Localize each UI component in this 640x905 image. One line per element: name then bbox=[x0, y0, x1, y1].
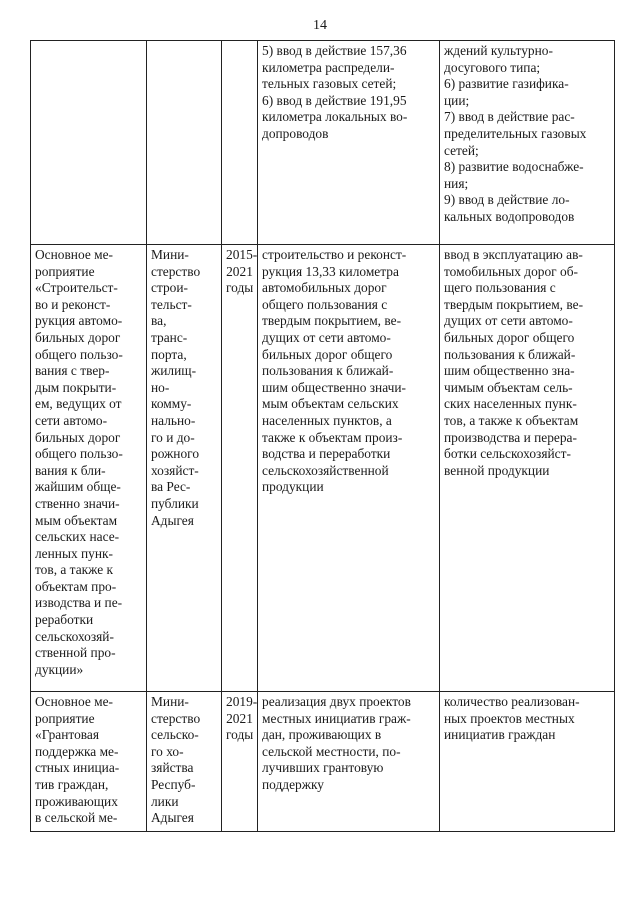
activity-cell bbox=[31, 692, 147, 832]
expected-result-text: строительство и реконст- рукция 13,33 километра автомобильных дорог общего пользования с твердым покрытием, ве- дущих от сети автомо- бильных дорог общего пользования к ближай- шим общественно значи- мым объектам сельских населенных пунктов, а также к объектам произ- водства и переработки сельскохозяйственной продукции bbox=[262, 247, 407, 495]
page-number: 14 bbox=[313, 18, 327, 33]
activity-cell bbox=[31, 41, 147, 245]
expected-result-cell bbox=[258, 41, 440, 245]
table-row bbox=[31, 41, 615, 245]
executor-text: Мини- стерство строи- тельст- ва, транс- порта, жилищ- но- комму- нально- го и до- рожного хозяйст- ва Рес- публики Адыгея bbox=[151, 247, 201, 528]
table-row bbox=[31, 692, 615, 832]
period-cell bbox=[222, 41, 258, 245]
expected-result-cell bbox=[258, 245, 440, 692]
period-cell bbox=[222, 245, 258, 692]
indicator-cell bbox=[440, 41, 615, 245]
executor-cell bbox=[147, 245, 222, 692]
indicator-text: ввод в эксплуатацию ав- томобильных дорог об- щего пользования с твердым покрытием, ве- дущих от сети автомо- бильных дорог общего пользования к ближай- шим общественно зна- чимым объектам сель- ских населенных пунк- тов, а также к объектам производства и перера- ботки сельскохозяйст- венной продукции bbox=[444, 247, 584, 478]
expected-result-text: реализация двух проектов местных инициатив граж- дан, проживающих в сельской местности, по- лучивших грантовую поддержку bbox=[262, 694, 411, 792]
activity-text: Основное ме- роприятие «Грантовая поддержка ме- стных инициа- тив граждан, проживающих в сельской ме- bbox=[35, 694, 120, 826]
executor-cell bbox=[147, 41, 222, 245]
program-activities-table bbox=[30, 40, 615, 832]
period-text: 2015- 2021 годы bbox=[226, 247, 258, 296]
period-text: 2019- 2021 годы bbox=[226, 694, 258, 743]
executor-text: Мини- стерство сельско- го хо- зяйства Респуб- лики Адыгея bbox=[151, 694, 201, 826]
indicator-text: ждений культурно- досугового типа; 6) развитие газифика- ции; 7) ввод в действие рас- пределительных газовых сетей; 8) развитие водоснабже- ния; 9) ввод в действие ло- кальных водопроводов bbox=[444, 43, 587, 224]
indicator-cell bbox=[440, 692, 615, 832]
indicator-cell bbox=[440, 245, 615, 692]
executor-cell bbox=[147, 692, 222, 832]
activity-cell bbox=[31, 245, 147, 692]
activity-text: Основное ме- роприятие «Строительст- во и реконст- рукция автомо- бильных дорог общего пользо- вания с твер- дым покрыти- ем, ведущих от сети автомо- бильных дорог общего пользо- вания к бли- жайшим обще- ственно значи- мым объектам сельских насе- ленных пунк- тов, а также к объектам про- изводства и пе- реработки сельскохозяй- ственной про- дукции» bbox=[35, 247, 123, 677]
expected-result-cell bbox=[258, 692, 440, 832]
indicator-text: количество реализован- ных проектов местных инициатив граждан bbox=[444, 694, 580, 743]
table-row bbox=[31, 245, 615, 692]
period-cell bbox=[222, 692, 258, 832]
expected-result-text: 5) ввод в действие 157,36 километра распредели- тельных газовых сетей; 6) ввод в действие 191,95 километра локальных во- допроводов bbox=[262, 43, 408, 141]
